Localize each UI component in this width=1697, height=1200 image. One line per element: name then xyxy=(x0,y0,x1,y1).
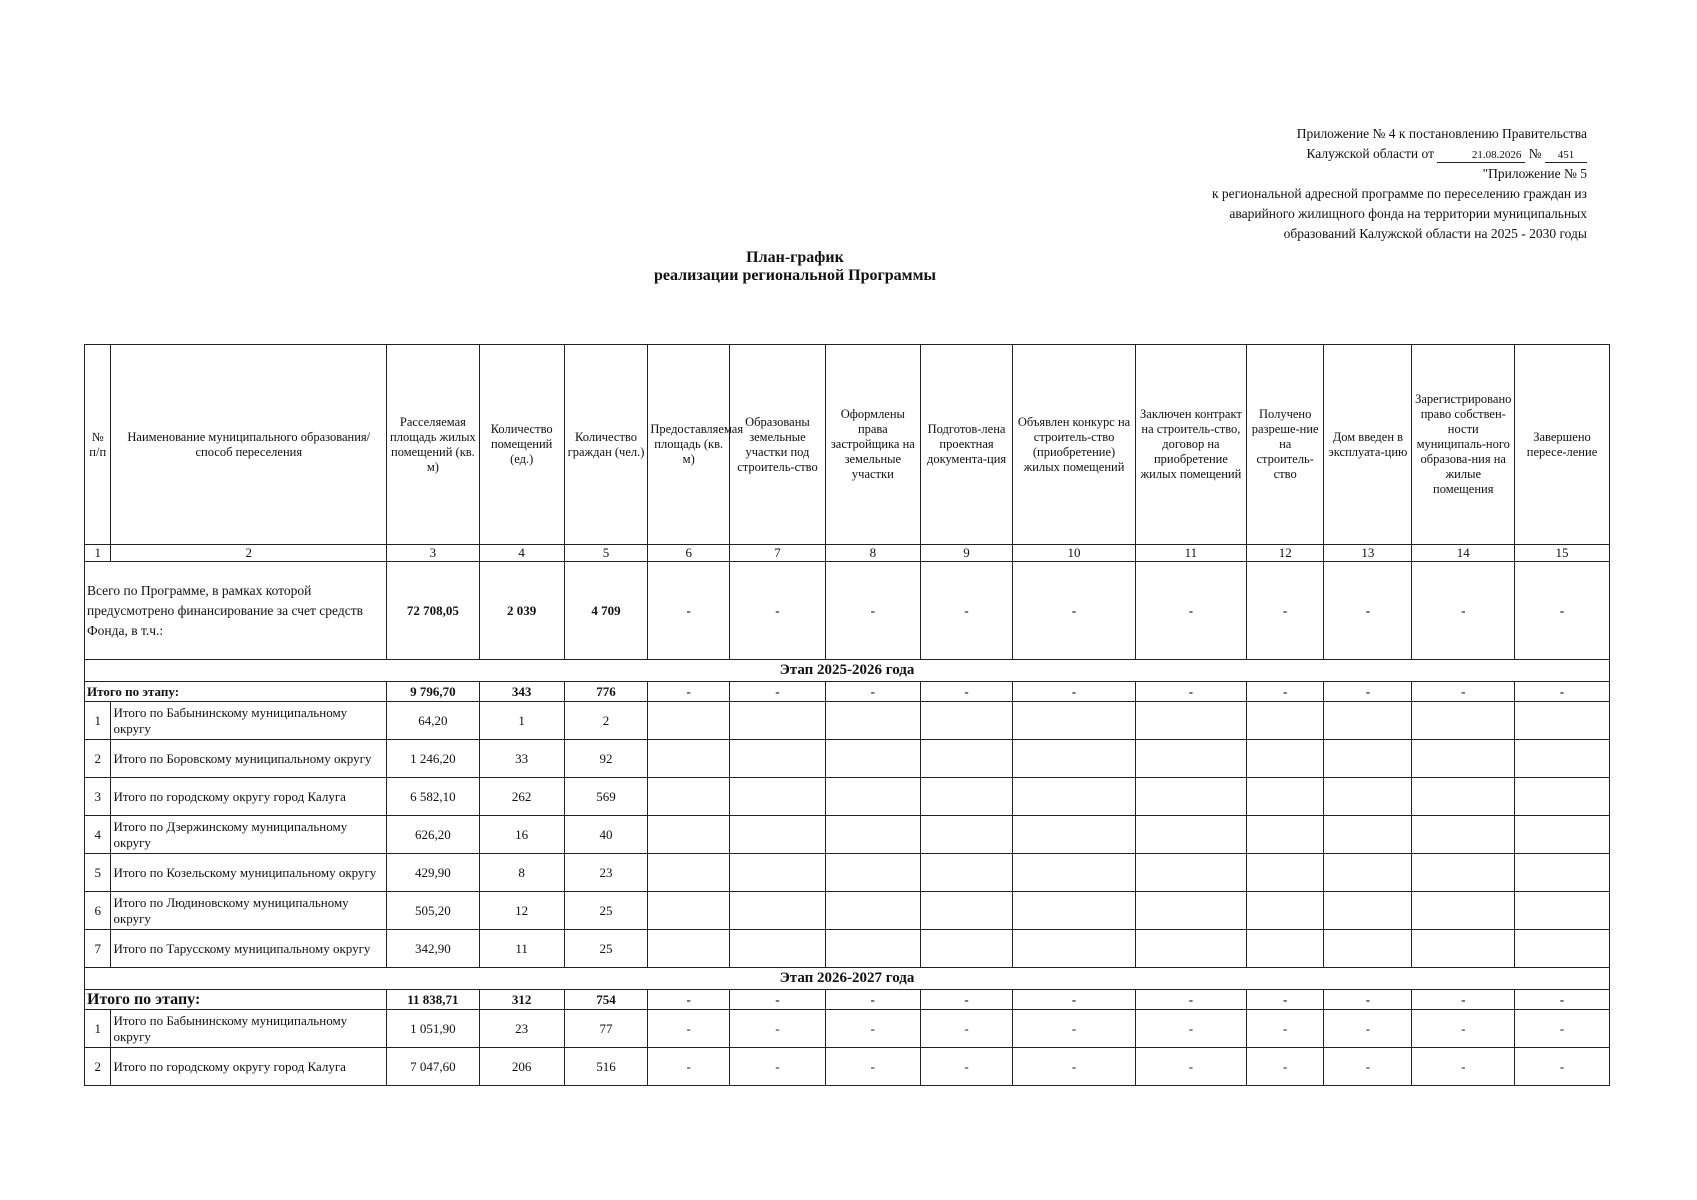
table-row xyxy=(85,1010,1610,1048)
stage-total-label: Итого по этапу: xyxy=(85,682,387,702)
stage-total-value: 343 xyxy=(479,682,564,702)
row-status: - xyxy=(1135,1048,1246,1086)
stage-title-row xyxy=(85,968,1610,990)
total-value: - xyxy=(1135,562,1246,660)
col-header: Получено разреше-ние на строитель-ство xyxy=(1247,345,1324,545)
col-header: Подготов-лена проектная документа-ция xyxy=(920,345,1013,545)
row-people: 23 xyxy=(564,854,648,892)
row-people: 92 xyxy=(564,740,648,778)
stage-total-value: - xyxy=(1247,682,1324,702)
row-name: Итого по Людиновскому муниципальному округу xyxy=(111,892,387,930)
row-number: 1 xyxy=(85,1010,111,1048)
row-status: - xyxy=(1324,1048,1412,1086)
total-value: - xyxy=(1515,562,1610,660)
row-status: - xyxy=(1013,1010,1135,1048)
row-name: Итого по Бабынинскому муниципальному округу xyxy=(111,1010,387,1048)
column-number: 9 xyxy=(920,545,1013,562)
table-row xyxy=(85,702,1610,740)
row-rooms: 8 xyxy=(479,854,564,892)
stage-total-value: - xyxy=(1135,990,1246,1010)
table-row xyxy=(85,816,1610,854)
row-people: 25 xyxy=(564,930,648,968)
total-value: - xyxy=(1013,562,1135,660)
stage-total-value: 754 xyxy=(564,990,648,1010)
row-status: - xyxy=(730,1048,826,1086)
total-value: 2 039 xyxy=(479,562,564,660)
row-number: 3 xyxy=(85,778,111,816)
stage-total-row xyxy=(85,682,1610,702)
column-number: 5 xyxy=(564,545,648,562)
table-row xyxy=(85,854,1610,892)
row-area: 7 047,60 xyxy=(387,1048,480,1086)
row-status: - xyxy=(730,1010,826,1048)
total-value: 4 709 xyxy=(564,562,648,660)
row-status: - xyxy=(648,1048,730,1086)
header-line-1: Приложение № 4 к постановлению Правительства xyxy=(1296,126,1587,141)
row-rooms: 23 xyxy=(479,1010,564,1048)
column-number: 7 xyxy=(730,545,826,562)
column-number: 6 xyxy=(648,545,730,562)
stage-total-value: 776 xyxy=(564,682,648,702)
row-status: - xyxy=(1247,1048,1324,1086)
col-header: Количество помещений (ед.) xyxy=(479,345,564,545)
col-header: Предоставляемая площадь (кв. м) xyxy=(648,345,730,545)
row-status: - xyxy=(825,1010,920,1048)
col-header: № п/п xyxy=(85,345,111,545)
column-number: 12 xyxy=(1247,545,1324,562)
total-value: 72 708,05 xyxy=(387,562,480,660)
table-row xyxy=(85,778,1610,816)
stage-total-row xyxy=(85,990,1610,1010)
stage-total-value: - xyxy=(1515,682,1610,702)
column-number: 4 xyxy=(479,545,564,562)
row-number: 4 xyxy=(85,816,111,854)
row-status: - xyxy=(825,1048,920,1086)
total-value: - xyxy=(1324,562,1412,660)
row-status: - xyxy=(648,1010,730,1048)
row-area: 342,90 xyxy=(387,930,480,968)
stage-total-value: - xyxy=(730,682,826,702)
column-number: 3 xyxy=(387,545,480,562)
row-name: Итого по Тарусскому муниципальному округу xyxy=(111,930,387,968)
stage-total-value: - xyxy=(920,682,1013,702)
column-number-row xyxy=(85,545,1610,562)
row-number: 2 xyxy=(85,1048,111,1086)
row-name: Итого по Бабынинскому муниципальному округу xyxy=(111,702,387,740)
stage-title-row xyxy=(85,660,1610,682)
table-row xyxy=(85,740,1610,778)
col-header: Зарегистрировано право собствен-ности муниципаль-ного образова-ния на жилые помещения xyxy=(1412,345,1515,545)
stage-total-value: - xyxy=(825,990,920,1010)
column-number: 1 xyxy=(85,545,111,562)
program-total-row xyxy=(85,562,1610,660)
total-value: - xyxy=(648,562,730,660)
total-value: - xyxy=(920,562,1013,660)
header-line-2-prefix: Калужской области от xyxy=(1306,146,1434,161)
stage-total-value: - xyxy=(920,990,1013,1010)
col-header: Наименование муниципального образования/способ переселения xyxy=(111,345,387,545)
col-header: Расселяемая площадь жилых помещений (кв. м) xyxy=(387,345,480,545)
row-name: Итого по городскому округу город Калуга xyxy=(111,1048,387,1086)
col-header: Количество граждан (чел.) xyxy=(564,345,648,545)
row-people: 77 xyxy=(564,1010,648,1048)
total-value: - xyxy=(1247,562,1324,660)
stage-total-value: - xyxy=(1324,682,1412,702)
stage-total-value: - xyxy=(825,682,920,702)
row-status: - xyxy=(1013,1048,1135,1086)
stage-title: Этап 2025-2026 года xyxy=(85,660,1610,682)
stage-total-value: - xyxy=(730,990,826,1010)
col-header: Заключен контракт на строитель-ство, договор на приобретение жилых помещений xyxy=(1135,345,1246,545)
stage-total-value: 312 xyxy=(479,990,564,1010)
row-status: - xyxy=(1324,1010,1412,1048)
stage-title: Этап 2026-2027 года xyxy=(85,968,1610,990)
row-rooms: 262 xyxy=(479,778,564,816)
row-area: 1 246,20 xyxy=(387,740,480,778)
column-number: 2 xyxy=(111,545,387,562)
row-people: 2 xyxy=(564,702,648,740)
row-rooms: 1 xyxy=(479,702,564,740)
column-number: 11 xyxy=(1135,545,1246,562)
table-row xyxy=(85,892,1610,930)
stage-total-value: - xyxy=(1013,990,1135,1010)
table-header-row xyxy=(85,345,1610,545)
stage-total-value: - xyxy=(1135,682,1246,702)
row-area: 626,20 xyxy=(387,816,480,854)
column-number: 13 xyxy=(1324,545,1412,562)
row-name: Итого по городскому округу город Калуга xyxy=(111,778,387,816)
stage-total-value: 11 838,71 xyxy=(387,990,480,1010)
document-header xyxy=(1212,124,1587,244)
column-number: 8 xyxy=(825,545,920,562)
stage-total-value: - xyxy=(1412,682,1515,702)
header-line-3: "Приложение № 5 xyxy=(1482,166,1587,181)
col-header: Оформлены права застройщика на земельные участки xyxy=(825,345,920,545)
row-people: 25 xyxy=(564,892,648,930)
document-title xyxy=(620,249,970,285)
row-status: - xyxy=(1135,1010,1246,1048)
row-area: 6 582,10 xyxy=(387,778,480,816)
plan-table xyxy=(84,344,1610,1086)
header-number-label: № xyxy=(1528,146,1542,161)
col-header: Дом введен в эксплуата-цию xyxy=(1324,345,1412,545)
row-area: 429,90 xyxy=(387,854,480,892)
column-number: 14 xyxy=(1412,545,1515,562)
row-status: - xyxy=(1412,1010,1515,1048)
program-total-label: Всего по Программе, в рамках которой предусмотрено финансирование за счет средств Фонда, в т.ч.: xyxy=(85,562,387,660)
stage-total-value: - xyxy=(648,682,730,702)
row-name: Итого по Боровскому муниципальному округу xyxy=(111,740,387,778)
row-people: 569 xyxy=(564,778,648,816)
row-name: Итого по Козельскому муниципальному округу xyxy=(111,854,387,892)
header-number: 451 xyxy=(1545,148,1587,163)
stage-total-value: - xyxy=(1247,990,1324,1010)
total-value: - xyxy=(1412,562,1515,660)
row-status: - xyxy=(1515,1048,1610,1086)
stage-total-value: - xyxy=(1013,682,1135,702)
row-status: - xyxy=(920,1048,1013,1086)
row-status: - xyxy=(920,1010,1013,1048)
row-area: 505,20 xyxy=(387,892,480,930)
row-number: 1 xyxy=(85,702,111,740)
col-header: Завершено пересе-ление xyxy=(1515,345,1610,545)
stage-total-value: - xyxy=(648,990,730,1010)
stage-total-value: - xyxy=(1324,990,1412,1010)
row-area: 64,20 xyxy=(387,702,480,740)
stage-total-value: - xyxy=(1412,990,1515,1010)
table-row xyxy=(85,930,1610,968)
row-rooms: 12 xyxy=(479,892,564,930)
row-name: Итого по Дзержинскому муниципальному округу xyxy=(111,816,387,854)
row-area: 1 051,90 xyxy=(387,1010,480,1048)
header-line-5: аварийного жилищного фонда на территории муниципальных xyxy=(1229,206,1587,221)
row-number: 5 xyxy=(85,854,111,892)
stage-total-value: 9 796,70 xyxy=(387,682,480,702)
row-number: 6 xyxy=(85,892,111,930)
header-line-4: к региональной адресной программе по переселению граждан из xyxy=(1211,186,1587,201)
row-status: - xyxy=(1412,1048,1515,1086)
header-line-6: образований Калужской области на 2025 - 2030 годы xyxy=(1283,226,1587,241)
stage-total-value: - xyxy=(1515,990,1610,1010)
table-row xyxy=(85,1048,1610,1086)
column-number: 10 xyxy=(1013,545,1135,562)
row-people: 516 xyxy=(564,1048,648,1086)
row-people: 40 xyxy=(564,816,648,854)
row-rooms: 11 xyxy=(479,930,564,968)
col-header: Образованы земельные участки под строитель-ство xyxy=(730,345,826,545)
total-value: - xyxy=(730,562,826,660)
row-status: - xyxy=(1515,1010,1610,1048)
col-header: Объявлен конкурс на строитель-ство (приобретение) жилых помещений xyxy=(1013,345,1135,545)
column-number: 15 xyxy=(1515,545,1610,562)
stage-total-label: Итого по этапу: xyxy=(85,990,387,1010)
row-rooms: 16 xyxy=(479,816,564,854)
row-number: 7 xyxy=(85,930,111,968)
header-date: 21.08.2026 xyxy=(1437,148,1525,163)
title-line-2: реализации региональной Программы xyxy=(654,267,936,284)
title-line-1: План-график xyxy=(746,249,844,266)
total-value: - xyxy=(825,562,920,660)
row-rooms: 33 xyxy=(479,740,564,778)
header-line-2 xyxy=(1212,144,1587,164)
row-number: 2 xyxy=(85,740,111,778)
row-status: - xyxy=(1247,1010,1324,1048)
row-rooms: 206 xyxy=(479,1048,564,1086)
